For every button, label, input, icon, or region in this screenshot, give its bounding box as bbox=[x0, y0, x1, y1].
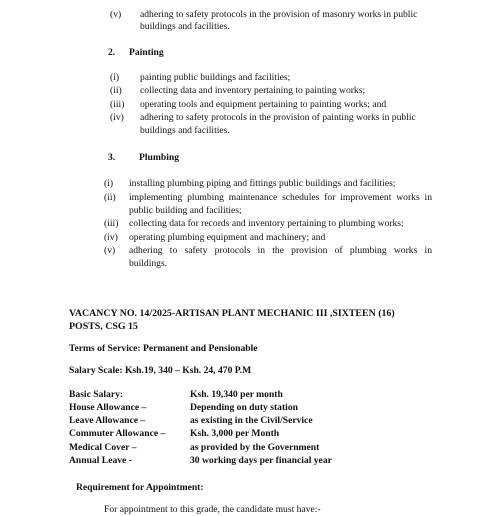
benefit-value: Depending on duty station bbox=[190, 402, 298, 413]
requirement-heading: Requirement for Appointment: bbox=[76, 482, 204, 493]
list-text: implementing plumbing maintenance schedules for improvement works in bbox=[129, 192, 432, 203]
section-title: Plumbing bbox=[139, 152, 179, 163]
section-number: 3. bbox=[108, 152, 116, 163]
benefit-value: 30 working days per financial year bbox=[190, 455, 332, 466]
benefit-label: Leave Allowance – bbox=[69, 415, 146, 426]
vacancy-title: POSTS, CSG 15 bbox=[69, 321, 138, 332]
list-number: (iv) bbox=[104, 232, 118, 243]
list-text: painting public buildings and facilities; bbox=[140, 72, 291, 83]
list-number: (iv) bbox=[110, 112, 124, 123]
list-text: operating tools and equipment pertaining to painting works; and bbox=[140, 99, 387, 110]
salary-scale: Salary Scale: Ksh.19, 340 – Ksh. 24, 470 P.M bbox=[69, 365, 252, 376]
benefit-label: House Allowance – bbox=[69, 402, 147, 413]
vacancy-title: VACANCY NO. 14/2025-ARTISAN PLANT MECHANIC III ,SIXTEEN (16) bbox=[69, 308, 395, 319]
list-number: (v) bbox=[110, 9, 122, 20]
list-text: adhering to safety protocols in the provision of plumbing works in bbox=[129, 245, 432, 256]
section-title: Painting bbox=[129, 47, 164, 58]
benefit-label: Medical Cover – bbox=[69, 442, 137, 453]
section-number: 2. bbox=[108, 47, 116, 58]
benefit-label: Basic Salary: bbox=[69, 389, 124, 400]
list-text: buildings. bbox=[129, 258, 168, 269]
terms-of-service: Terms of Service: Permanent and Pensionable bbox=[69, 343, 258, 354]
list-number: (i) bbox=[104, 178, 114, 189]
list-text: adhering to safety protocols in the provision of masonry works in public bbox=[140, 9, 418, 20]
list-text: buildings and facilities. bbox=[140, 21, 230, 32]
list-number: (iii) bbox=[104, 218, 119, 229]
requirement-intro: For appointment to this grade, the candidate must have:- bbox=[104, 504, 321, 515]
benefit-label: Commuter Allowance – bbox=[69, 428, 166, 439]
list-text: collecting data and inventory pertaining to painting works; bbox=[140, 85, 366, 96]
list-text: buildings and facilities. bbox=[140, 125, 230, 136]
list-number: (ii) bbox=[110, 85, 122, 96]
list-text: installing plumbing piping and fittings public buildings and facilities; bbox=[129, 178, 396, 189]
list-number: (iii) bbox=[110, 99, 125, 110]
benefit-value: as existing in the Civil/Service bbox=[190, 415, 313, 426]
benefit-value: as provided by the Government bbox=[190, 442, 320, 453]
benefit-value: Ksh. 3,000 per Month bbox=[190, 428, 280, 439]
benefit-label: Annual Leave - bbox=[69, 455, 132, 466]
list-text: public building and facilities; bbox=[129, 205, 242, 216]
list-number: (i) bbox=[110, 72, 120, 83]
list-text: operating plumbing equipment and machinery; and bbox=[129, 232, 326, 243]
list-number: (ii) bbox=[104, 192, 116, 203]
list-text: collecting data for records and inventory pertaining to plumbing works; bbox=[129, 218, 404, 229]
list-text: adhering to safety protocols in the provision of painting works in public bbox=[140, 112, 416, 123]
list-number: (v) bbox=[104, 245, 116, 256]
benefit-value: Ksh. 19,340 per month bbox=[190, 389, 283, 400]
